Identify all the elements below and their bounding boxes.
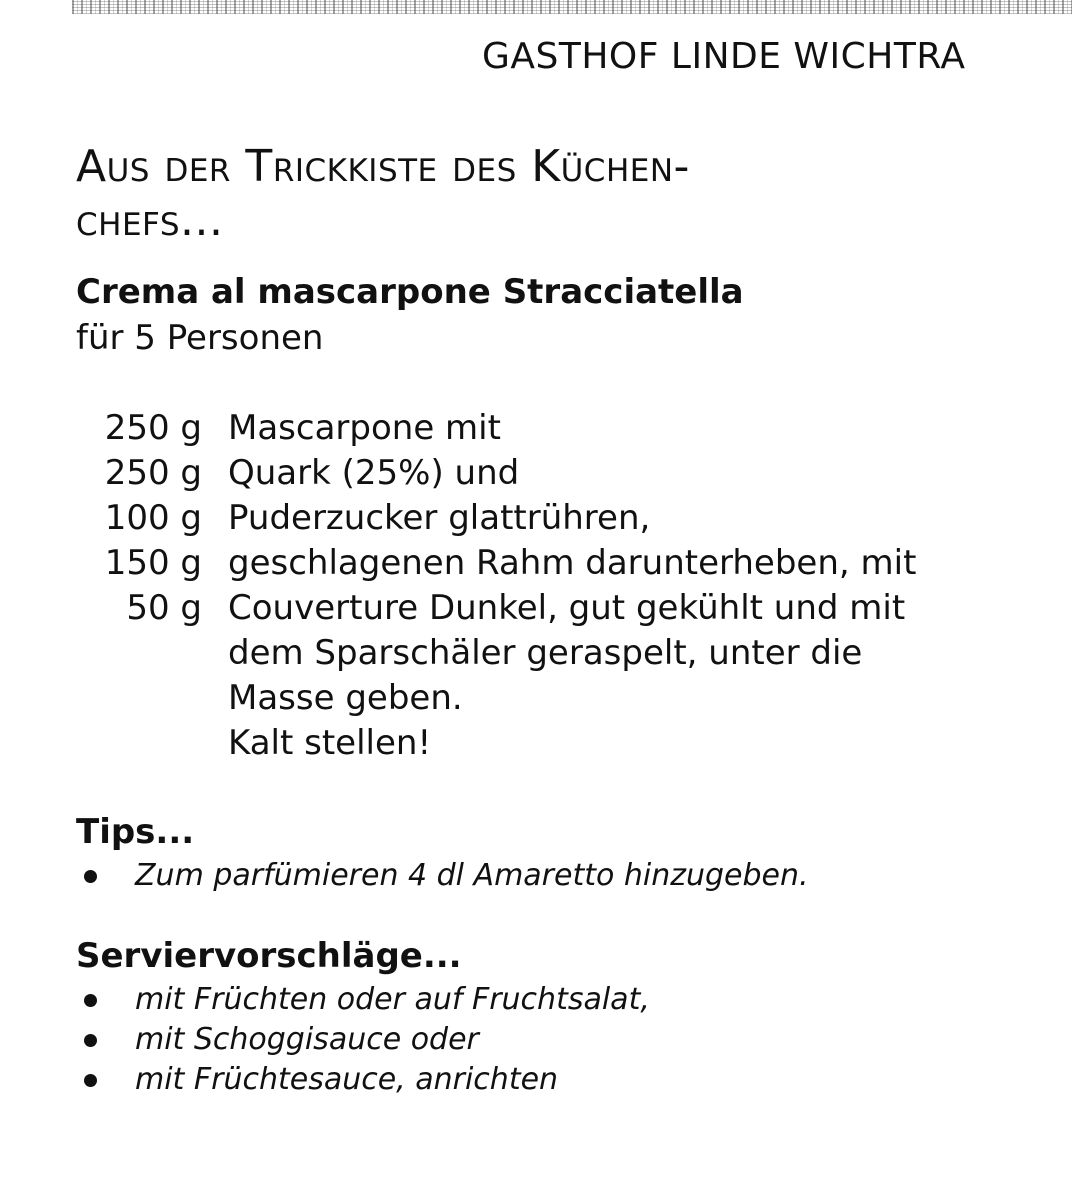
- recipe-title: Crema al mascarpone Stracciatella: [76, 272, 744, 312]
- serving-suggestions-heading: Serviervorschläge...: [76, 936, 462, 976]
- ingredient-text: Masse geben.: [228, 678, 463, 718]
- tips-list: [76, 856, 809, 896]
- ingredient-row: [76, 451, 1016, 496]
- ingredient-text: dem Sparschäler geraspelt, unter die: [228, 633, 863, 673]
- bullet-icon: [84, 994, 97, 1007]
- ingredient-row: [76, 586, 1016, 631]
- ingredient-quantity: [76, 721, 202, 766]
- ingredient-row: [76, 721, 1016, 766]
- ingredient-row: [76, 541, 1016, 586]
- bullet-icon: [84, 1034, 97, 1047]
- ingredient-row: [76, 496, 1016, 541]
- serving-suggestion-text: mit Schoggisauce oder: [135, 1022, 479, 1057]
- list-item: [76, 856, 809, 896]
- ingredient-text: Couverture Dunkel, gut gekühlt und mit: [228, 588, 906, 628]
- tip-text: Zum parfümieren 4 dl Amaretto hinzugeben.: [135, 858, 809, 893]
- serving-suggestions-list: [76, 980, 650, 1100]
- serving-suggestion-text: mit Früchten oder auf Fruchtsalat,: [135, 982, 650, 1017]
- ingredient-text: Puderzucker glattrühren,: [228, 498, 651, 538]
- ingredient-text: Quark (25%) und: [228, 453, 520, 493]
- recipe-servings: für 5 Personen: [76, 318, 324, 358]
- ingredient-quantity: 150 g: [104, 543, 202, 583]
- section-heading-line-2: chefs...: [76, 195, 224, 246]
- serving-suggestion-text: mit Früchtesauce, anrichten: [135, 1062, 559, 1097]
- ingredient-quantity: [76, 676, 202, 721]
- ingredient-quantity: [76, 631, 202, 676]
- list-item: [76, 980, 650, 1020]
- ingredient-quantity: 250 g: [104, 453, 202, 493]
- section-heading: [76, 140, 956, 248]
- bullet-icon: [84, 870, 97, 883]
- ingredient-text: Kalt stellen!: [228, 723, 432, 763]
- scan-edge-noise: [72, 0, 1072, 14]
- tips-heading: Tips...: [76, 812, 195, 852]
- list-item: [76, 1060, 650, 1100]
- ingredient-list: [76, 406, 1016, 766]
- list-item: [76, 1020, 650, 1060]
- ingredient-row: [76, 406, 1016, 451]
- page-header-title: GASTHOF LINDE WICHTRA: [482, 36, 966, 77]
- ingredient-text: Mascarpone mit: [228, 408, 501, 448]
- section-heading-line-1: Aus der Trickkiste des Küchen-: [76, 141, 690, 192]
- ingredient-quantity: 100 g: [104, 498, 202, 538]
- ingredient-text: geschlagenen Rahm darunterheben, mit: [228, 543, 917, 583]
- ingredient-row: [76, 676, 1016, 721]
- bullet-icon: [84, 1074, 97, 1087]
- ingredient-quantity: 250 g: [104, 408, 202, 448]
- ingredient-row: [76, 631, 1016, 676]
- ingredient-quantity: 50 g: [126, 588, 202, 628]
